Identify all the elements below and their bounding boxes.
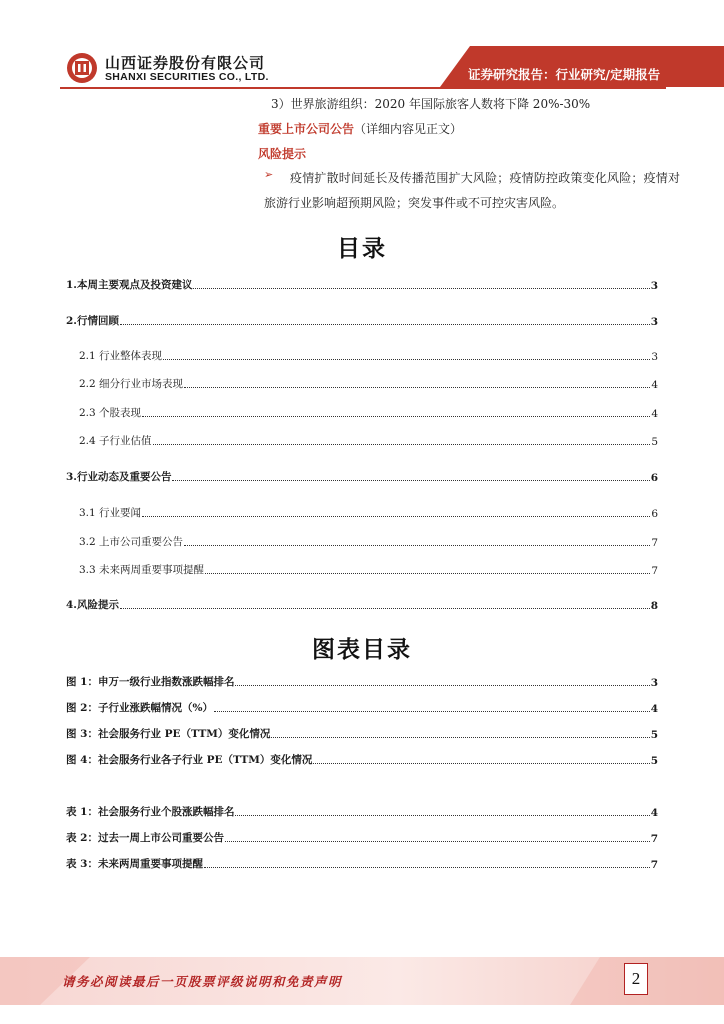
header-rule [60, 87, 666, 89]
toc-item[interactable] [79, 432, 658, 448]
table-item-page: 7 [650, 833, 658, 845]
toc-item-label: 2.4 子行业估值 [79, 435, 152, 447]
table-item[interactable] [66, 829, 658, 845]
risk-heading: 风险提示 [258, 147, 307, 161]
company-name-en: SHANXI SECURITIES CO., LTD. [105, 71, 269, 83]
table-item-page: 4 [650, 807, 658, 819]
toc-item[interactable] [66, 468, 658, 484]
toc-item-label: 2.2 细分行业市场表现 [79, 378, 184, 390]
toc-item-page: 8 [650, 600, 658, 612]
toc-leader [193, 288, 649, 289]
toc-item[interactable] [79, 504, 658, 520]
toc-item-label: 3.2 上市公司重要公告 [79, 536, 184, 548]
table-item-label: 表 2：过去一周上市公司重要公告 [66, 832, 224, 844]
table-item[interactable] [66, 803, 658, 819]
company-name-cn: 山西证券股份有限公司 [105, 54, 266, 72]
toc-leader [235, 815, 649, 816]
toc-item-page: 6 [650, 472, 658, 484]
announcements-note: （详细内容见正文） [354, 122, 463, 136]
toc-item-label: 3.1 行业要闻 [79, 507, 142, 519]
toc-item[interactable] [66, 276, 658, 292]
toc-item-page: 3 [651, 351, 658, 363]
figure-item-page: 4 [650, 703, 658, 715]
figure-item-page: 5 [650, 729, 658, 741]
company-logo-icon [66, 52, 98, 84]
figure-item[interactable] [66, 699, 658, 715]
toc-leader [184, 545, 650, 546]
toc-leader [235, 685, 649, 686]
toc-item-page: 5 [651, 436, 658, 448]
toc-leader [204, 867, 650, 868]
announcements-heading-label: 重要上市公司公告 [258, 122, 355, 136]
figure-item-label: 图 2：子行业涨跌幅情况（%） [66, 702, 213, 714]
figures-title: 图表目录 [312, 637, 412, 663]
toc-item[interactable] [66, 596, 658, 612]
figure-item[interactable] [66, 751, 658, 767]
toc-leader [205, 573, 650, 574]
page-header [0, 0, 724, 96]
risk-text: 疫情扩散时间延长及传播范围扩大风险；疫情防控政策变化风险；疫情对旅游行业影响超预期风险；突发事件或不可控灾害风险。 [264, 171, 680, 210]
toc-item-page: 7 [651, 565, 658, 577]
bullet-arrow-icon: ➢ [264, 168, 274, 181]
toc-item[interactable] [79, 375, 658, 391]
toc-item-label: 2.3 个股表现 [79, 407, 142, 419]
toc-leader [172, 480, 649, 481]
toc-item-page: 3 [650, 316, 658, 328]
toc-leader [142, 416, 650, 417]
toc-item-page: 4 [651, 379, 658, 391]
toc-leader [214, 711, 650, 712]
toc-item-label: 3.行业动态及重要公告 [66, 471, 172, 483]
toc-leader [153, 444, 651, 445]
toc-item[interactable] [79, 404, 658, 420]
table-item-label: 表 3：未来两周重要事项提醒 [66, 858, 203, 870]
table-item-label: 表 1：社会服务行业个股涨跌幅排名 [66, 806, 235, 818]
toc-leader [184, 387, 650, 388]
footer-disclaimer: 请务必阅读最后一页股票评级说明和免责声明 [62, 974, 343, 989]
figure-item[interactable] [66, 725, 658, 741]
toc-leader [271, 737, 649, 738]
figure-item-label: 图 4：社会服务行业各子行业 PE（TTM）变化情况 [66, 754, 313, 766]
toc-item[interactable] [66, 312, 658, 328]
toc-item[interactable] [79, 561, 658, 577]
toc-item[interactable] [79, 347, 658, 363]
toc-item-page: 4 [651, 408, 658, 420]
toc-leader [120, 324, 650, 325]
toc-item[interactable] [79, 533, 658, 549]
page-number: 2 [624, 963, 648, 995]
toc-item-page: 6 [651, 508, 658, 520]
figure-item[interactable] [66, 673, 658, 689]
toc-item-label: 2.1 行业整体表现 [79, 350, 163, 362]
toc-item-label: 3.3 未来两周重要事项提醒 [79, 564, 205, 576]
toc-item-page: 7 [651, 537, 658, 549]
figure-item-page: 3 [650, 677, 658, 689]
toc-leader [120, 608, 650, 609]
toc-leader [313, 763, 649, 764]
figure-item-label: 图 1：申万一级行业指数涨跌幅排名 [66, 676, 235, 688]
toc-item-page: 3 [650, 280, 658, 292]
figure-item-label: 图 3：社会服务行业 PE（TTM）变化情况 [66, 728, 271, 740]
intro-item-3: 3）世界旅游组织：2020 年国际旅客人数将下降 20%-30% [271, 97, 591, 111]
toc-item-label: 1.本周主要观点及投资建议 [66, 279, 193, 291]
toc-leader [163, 359, 650, 360]
toc-item-label: 2.行情回顾 [66, 315, 119, 327]
toc-leader [142, 516, 650, 517]
toc-title: 目录 [337, 236, 387, 262]
report-type: 证券研究报告：行业研究/定期报告 [468, 67, 661, 82]
figure-item-page: 5 [650, 755, 658, 767]
table-item[interactable] [66, 855, 658, 871]
table-item-page: 7 [650, 859, 658, 871]
toc-leader [225, 841, 650, 842]
announcements-heading [258, 120, 462, 137]
toc-item-label: 4.风险提示 [66, 599, 119, 611]
